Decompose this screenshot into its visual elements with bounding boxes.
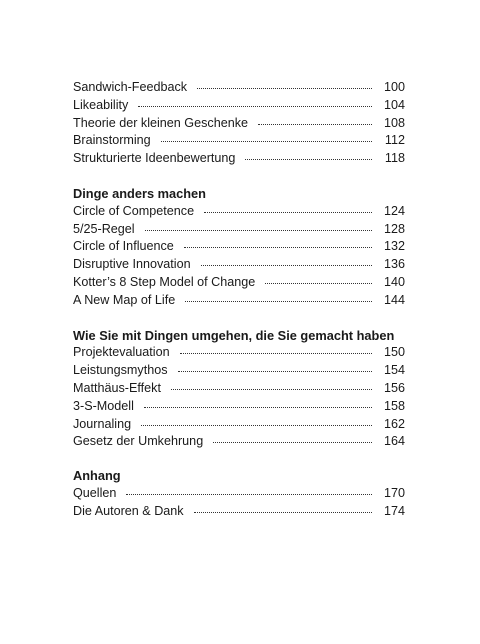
toc-entry[interactable] — [73, 398, 405, 416]
toc-entry[interactable] — [73, 150, 405, 168]
toc-entry[interactable] — [73, 292, 405, 310]
entry-title: Brainstorming — [73, 133, 151, 148]
entry-title: Quellen — [73, 485, 117, 500]
toc-section — [73, 467, 405, 520]
toc-entry[interactable] — [73, 503, 405, 521]
entry-title: 5/25-Regel — [73, 221, 135, 236]
dot-leader — [171, 389, 372, 390]
entry-page-number: 128 — [383, 221, 405, 236]
dot-leader — [161, 141, 372, 142]
dot-leader — [180, 353, 372, 354]
dot-leader — [258, 124, 372, 125]
entry-title: Sandwich-Feedback — [73, 80, 188, 94]
toc-entry[interactable] — [73, 203, 405, 221]
entry-page-number: 104 — [383, 97, 405, 112]
entry-page-number: 132 — [383, 239, 405, 254]
toc-entry[interactable] — [73, 221, 405, 239]
toc-section — [73, 327, 405, 452]
dot-leader — [213, 442, 372, 443]
section-spacer — [73, 451, 405, 467]
toc-section — [73, 185, 405, 310]
entry-page-number: 170 — [383, 485, 405, 500]
entry-page-number: 112 — [384, 133, 405, 148]
toc-entry[interactable] — [73, 79, 405, 97]
section-heading: Anhang — [73, 468, 121, 484]
toc-entry[interactable] — [73, 132, 405, 150]
dot-leader — [197, 88, 372, 89]
entry-page-number: 164 — [383, 434, 405, 449]
toc-entry[interactable] — [73, 485, 405, 503]
section-heading: Dinge anders machen — [73, 185, 206, 201]
toc-section — [73, 79, 405, 168]
entry-page-number: 140 — [383, 274, 405, 289]
dot-leader — [245, 159, 372, 160]
dot-leader — [145, 230, 372, 231]
toc-entry[interactable] — [73, 115, 405, 133]
toc-entry[interactable] — [73, 416, 405, 434]
entry-title: Kotter’s 8 Step Model of Change — [73, 274, 256, 289]
section-heading: Wie Sie mit Dingen umgehen, die Sie gemacht haben — [73, 327, 395, 343]
dot-leader — [144, 407, 372, 408]
dot-leader — [141, 425, 372, 426]
entry-page-number: 158 — [383, 398, 405, 413]
dot-leader — [265, 283, 372, 284]
dot-leader — [201, 265, 372, 266]
dot-leader — [184, 247, 372, 248]
toc-entry[interactable] — [73, 362, 405, 380]
entry-title: Circle of Competence — [73, 203, 195, 218]
entry-page-number: 136 — [383, 257, 405, 272]
entry-page-number: 156 — [383, 380, 405, 395]
entry-page-number: 100 — [383, 80, 405, 94]
entry-title: Die Autoren & Dank — [73, 503, 184, 518]
toc-entry[interactable] — [73, 97, 405, 115]
entry-title: Leistungsmythos — [73, 363, 168, 378]
entry-title: Gesetz der Umkehrung — [73, 434, 204, 449]
entry-title: 3-S-Modell — [73, 398, 134, 413]
entry-title: Disruptive Innovation — [73, 257, 191, 272]
dot-leader — [204, 212, 372, 213]
toc-entry[interactable] — [73, 238, 405, 256]
entry-title: A New Map of Life — [73, 292, 176, 307]
entry-title: Likeability — [73, 97, 129, 112]
toc-entry[interactable] — [73, 274, 405, 292]
entry-title: Matthäus-Effekt — [73, 380, 161, 395]
entry-page-number: 144 — [383, 292, 405, 307]
entry-page-number: 124 — [383, 203, 405, 218]
dot-leader — [194, 512, 372, 513]
entry-page-number: 174 — [383, 503, 405, 518]
entry-title: Projektevaluation — [73, 345, 170, 360]
entry-page-number: 108 — [383, 115, 405, 130]
toc-entry[interactable] — [73, 344, 405, 362]
dot-leader — [126, 494, 372, 495]
table-of-contents — [73, 79, 405, 521]
entry-page-number: 162 — [383, 416, 405, 431]
entry-page-number: 150 — [383, 345, 405, 360]
toc-entry[interactable] — [73, 380, 405, 398]
toc-entry[interactable] — [73, 256, 405, 274]
entry-page-number: 154 — [383, 363, 405, 378]
entry-title: Journaling — [73, 416, 132, 431]
entry-title: Circle of Influence — [73, 239, 174, 254]
dot-leader — [178, 371, 372, 372]
section-spacer — [73, 310, 405, 327]
toc-entry[interactable] — [73, 433, 405, 451]
entry-title: Theorie der kleinen Geschenke — [73, 115, 249, 130]
dot-leader — [138, 106, 372, 107]
entry-title: Strukturierte Ideenbewertung — [73, 151, 236, 166]
entry-page-number: 118 — [384, 151, 405, 166]
dot-leader — [185, 301, 372, 302]
section-spacer — [73, 168, 405, 185]
